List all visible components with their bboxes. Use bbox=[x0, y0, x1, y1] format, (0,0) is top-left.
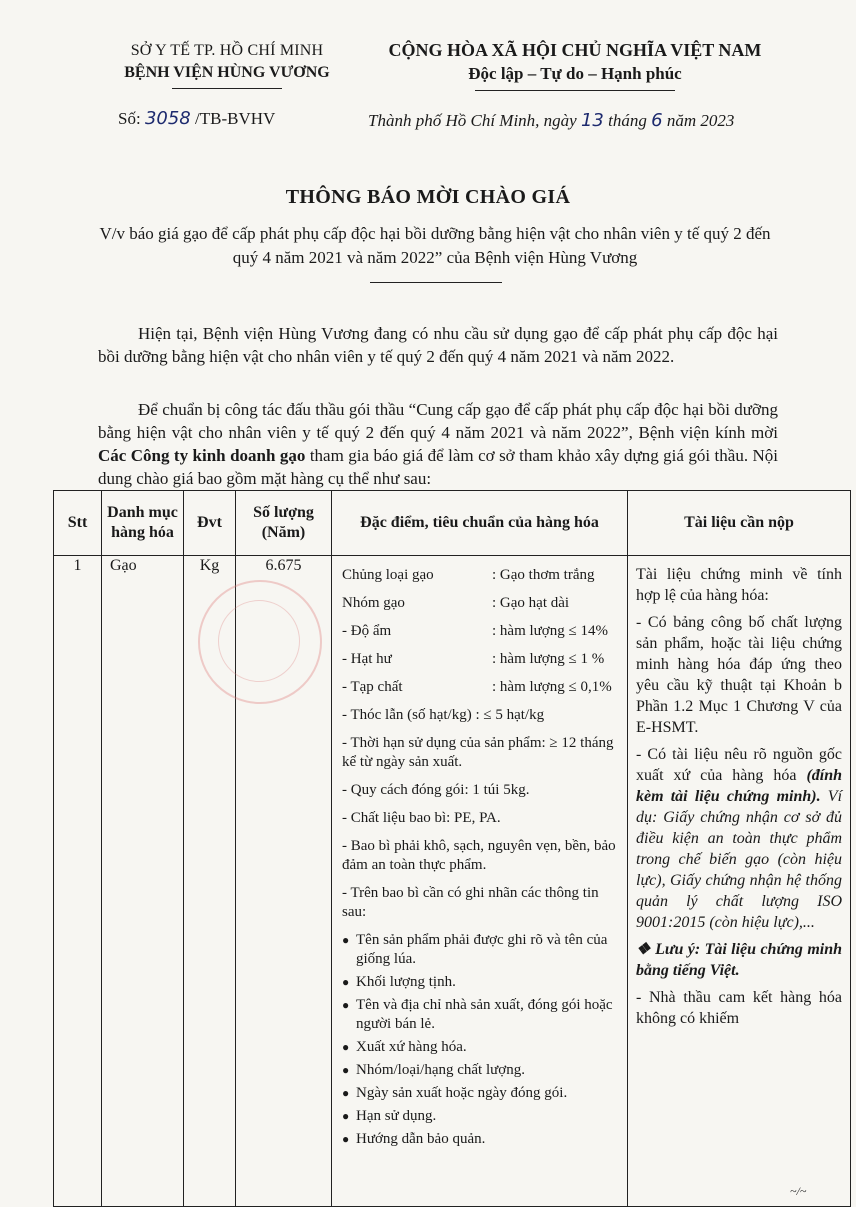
cell-name: Gạo bbox=[102, 556, 184, 1207]
paragraph-2-text-b: tham gia báo giá để làm cơ sở tham khảo xây dựng giá gói thầu. Nội dung chào giá bao gồm mặt hàng cụ thể như sau: bbox=[98, 446, 779, 488]
document-subject: V/v báo giá gạo để cấp phát phụ cấp độc hại bồi dưỡng bằng hiện vật cho nhân viên y tế quý 2 đến quý 4 năm 2021 và năm 2022” của Bệnh viện Hùng Vương bbox=[99, 224, 771, 267]
date-month: 6 bbox=[651, 110, 663, 131]
docs-intro: Tài liệu chứng minh về tính hợp lệ của hàng hóa: bbox=[636, 566, 842, 604]
paragraph-2-text-a: Để chuẩn bị công tác đấu thầu gói thầu “Cung cấp gạo để cấp phát phụ cấp độc hại bồi dưỡng bằng hiện vật cho nhân viên y tế quý 2 đến quý 4 năm 2021 và năm 2022”, Bệnh viện kính mời bbox=[98, 400, 778, 442]
spec-pair: - Hạt hư : hàm lượng ≤ 1 % bbox=[342, 651, 605, 667]
org-line-1: SỞ Y TẾ TP. HỒ CHÍ MINH bbox=[130, 42, 324, 59]
header-qty: Số lượng (Năm) bbox=[236, 491, 332, 556]
label-bullet: ● Hướng dẫn bảo quản. bbox=[342, 1131, 486, 1147]
header-unit: Đvt bbox=[184, 491, 236, 556]
table-header-row bbox=[54, 491, 851, 556]
paragraph-2-bold: Các Công ty kinh doanh gạo bbox=[98, 446, 306, 465]
spec-line: - Thời hạn sử dụng của sản phẩm: ≥ 12 tháng kể từ ngày sản xuất. bbox=[342, 735, 614, 770]
bullet-icon: ● bbox=[342, 1040, 350, 1054]
bullet-icon: ● bbox=[342, 1109, 350, 1123]
doc-number-prefix: Số: bbox=[118, 109, 141, 128]
date-day: 13 bbox=[580, 110, 604, 131]
spec-pair: - Độ ẩm : hàm lượng ≤ 14% bbox=[342, 623, 608, 639]
date-line bbox=[368, 110, 734, 131]
bullet-icon: ● bbox=[342, 998, 350, 1012]
label-bullet: ● Nhóm/loại/hạng chất lượng. bbox=[342, 1062, 525, 1078]
spec-pair: Chủng loại gạo : Gạo thơm trắng bbox=[342, 567, 595, 583]
label-bullet: ● Tên và địa chỉ nhà sản xuất, đóng gói hoặc người bán lẻ. bbox=[342, 997, 613, 1032]
label-bullet: ● Xuất xứ hàng hóa. bbox=[342, 1039, 467, 1055]
header-spec: Đặc điểm, tiêu chuẩn của hàng hóa bbox=[332, 491, 628, 556]
nation-line-1: CỘNG HÒA XÃ HỘI CHỦ NGHĨA VIỆT NAM bbox=[388, 40, 762, 60]
docs-item-quality: - Có bảng công bố chất lượng sản phẩm, hoặc tài liệu chứng minh hàng hóa đáp ứng theo yêu cầu kỹ thuật tại Khoản b Phần 1.2 Mục 1 Chương V của E-HSMT. bbox=[636, 614, 842, 736]
date-place: Thành phố Hồ Chí Minh, ngày bbox=[368, 111, 577, 130]
cell-stt: 1 bbox=[54, 556, 102, 1207]
spec-line: - Trên bao bì cần có ghi nhãn các thông tin sau: bbox=[342, 885, 599, 920]
cell-qty: 6.675 bbox=[236, 556, 332, 1207]
header-stt: Stt bbox=[54, 491, 102, 556]
cell-unit: Kg bbox=[184, 556, 236, 1207]
label-bullet: ● Tên sản phẩm phải được ghi rõ và tên của giống lúa. bbox=[342, 932, 608, 967]
docs-note: ❖ Lưu ý: Tài liệu chứng minh bằng tiếng Việt. bbox=[636, 941, 842, 979]
cell-docs bbox=[628, 556, 851, 1207]
label-bullet: ● Ngày sản xuất hoặc ngày đóng gói. bbox=[342, 1085, 568, 1101]
paragraph-2 bbox=[98, 398, 778, 490]
bullet-icon: ● bbox=[342, 1132, 350, 1146]
nation-underline bbox=[475, 90, 675, 91]
org-line-2: BỆNH VIỆN HÙNG VƯƠNG bbox=[124, 64, 330, 81]
document-title: THÔNG BÁO MỜI CHÀO GIÁ bbox=[285, 186, 571, 208]
table-row bbox=[54, 556, 851, 1207]
bullet-icon: ● bbox=[342, 975, 350, 989]
faded-stamp bbox=[198, 580, 322, 704]
bullet-icon: ● bbox=[342, 933, 350, 947]
spec-line: - Thóc lẫn (số hạt/kg) : ≤ 5 hạt/kg bbox=[342, 707, 545, 723]
spec-line: - Bao bì phải khô, sạch, nguyên vẹn, bền, bảo đảm an toàn thực phẩm. bbox=[342, 838, 616, 873]
document-number bbox=[118, 108, 275, 129]
spec-pair: Nhóm gạo : Gạo hạt dài bbox=[342, 595, 570, 611]
org-underline bbox=[172, 88, 282, 89]
national-header bbox=[360, 38, 790, 91]
cell-spec bbox=[332, 556, 628, 1207]
subject-underline bbox=[370, 282, 502, 283]
spec-pair: - Tạp chất : hàm lượng ≤ 0,1% bbox=[342, 679, 612, 695]
doc-number-handwritten: 3058 bbox=[144, 108, 191, 129]
bullet-icon: ● bbox=[342, 1063, 350, 1077]
date-year: năm 2023 bbox=[666, 111, 735, 130]
spec-line: - Quy cách đóng gói: 1 túi 5kg. bbox=[342, 782, 530, 798]
spec-line: - Chất liệu bao bì: PE, PA. bbox=[342, 810, 501, 826]
paragraph-1-text: Hiện tại, Bệnh viện Hùng Vương đang có nhu cầu sử dụng gạo để cấp phát phụ cấp độc hại bồi dưỡng bằng hiện vật cho nhân viên y tế quý 2 đến quý 4 năm 2021 và năm 2022. bbox=[98, 324, 778, 366]
docs-item-origin: - Có tài liệu nêu rõ nguồn gốc xuất xứ của hàng hóa (đính kèm tài liệu chứng minh). Ví dụ: Giấy chứng nhận cơ sở đủ điều kiện an toàn thực phẩm trong chế biến gạo (còn hiệu lực), Giấy chứng nhận hệ thống quản lý chất lượng ISO 9001:2015 (còn hiệu lực),... bbox=[636, 746, 843, 931]
bullet-icon: ● bbox=[342, 1086, 350, 1100]
date-month-label: tháng bbox=[608, 111, 647, 130]
paragraph-1 bbox=[98, 322, 778, 368]
doc-number-suffix: /TB-BVHV bbox=[195, 109, 276, 128]
label-bullet: ● Khối lượng tịnh. bbox=[342, 974, 456, 990]
goods-table bbox=[53, 490, 851, 1207]
nation-line-2: Độc lập – Tự do – Hạnh phúc bbox=[468, 64, 682, 83]
label-bullet: ● Hạn sử dụng. bbox=[342, 1108, 437, 1124]
header-name: Danh mục hàng hóa bbox=[102, 491, 184, 556]
organization-header bbox=[92, 40, 362, 89]
initial-mark: ~/~ bbox=[790, 1184, 807, 1198]
header-docs: Tài liệu cần nộp bbox=[628, 491, 851, 556]
docs-item-commitment: - Nhà thầu cam kết hàng hóa không có khiếm bbox=[636, 989, 842, 1027]
